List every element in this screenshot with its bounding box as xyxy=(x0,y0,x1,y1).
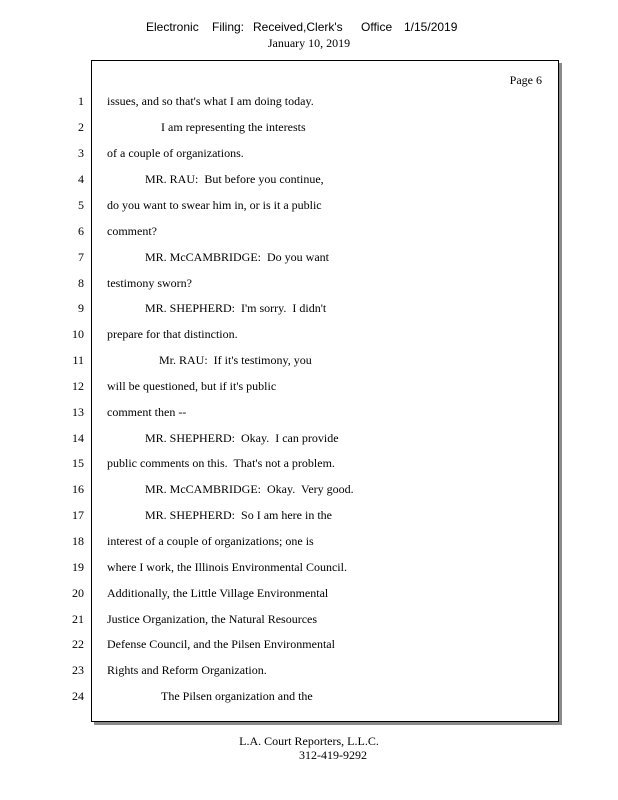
line-number: 16 xyxy=(72,482,84,496)
line-number: 17 xyxy=(72,508,84,522)
transcript-line: MR. SHEPHERD: Okay. I can provide xyxy=(145,431,339,445)
page-number: Page 6 xyxy=(509,73,542,87)
transcript-line: MR. SHEPHERD: I'm sorry. I didn't xyxy=(145,301,327,315)
transcript-line: MR. McCAMBRIDGE: Okay. Very good. xyxy=(145,482,354,496)
transcript-line: Additionally, the Little Village Environmental xyxy=(107,586,329,600)
line-number: 5 xyxy=(78,198,84,212)
line-number: 21 xyxy=(72,612,84,626)
line-number: 24 xyxy=(72,689,84,703)
transcript-line: MR. SHEPHERD: So I am here in the xyxy=(145,508,332,522)
stamp-received: Received,Clerk's xyxy=(253,20,343,34)
transcript-line: MR. RAU: But before you continue, xyxy=(145,172,324,186)
reporter-footer xyxy=(0,734,618,762)
transcript-line: testimony sworn? xyxy=(107,276,192,290)
line-number: 4 xyxy=(78,172,84,186)
stamp-filing: Filing: xyxy=(212,20,245,34)
line-number: 13 xyxy=(72,405,84,419)
transcript-line: Rights and Reform Organization. xyxy=(107,663,267,677)
transcript-line: comment? xyxy=(107,224,157,238)
transcript-line: Defense Council, and the Pilsen Environmental xyxy=(107,637,335,651)
transcript-line: comment then -- xyxy=(107,405,187,419)
line-number: 19 xyxy=(72,560,84,574)
line-number: 23 xyxy=(72,663,84,677)
hearing-date: January 10, 2019 xyxy=(267,36,351,50)
transcript-line: Mr. RAU: If it's testimony, you xyxy=(159,353,312,367)
transcript-line: MR. McCAMBRIDGE: Do you want xyxy=(145,250,330,264)
reporter-company: L.A. Court Reporters, L.L.C. xyxy=(239,734,379,748)
transcript-line: of a couple of organizations. xyxy=(107,146,244,160)
transcript-line: will be questioned, but if it's public xyxy=(107,379,277,393)
line-number: 14 xyxy=(72,431,84,445)
transcript-line: I am representing the interests xyxy=(161,120,306,134)
stamp-date: 1/15/2019 xyxy=(404,20,458,34)
line-number: 18 xyxy=(72,534,84,548)
line-number: 12 xyxy=(72,379,84,393)
transcript-line: prepare for that distinction. xyxy=(107,327,238,341)
line-number: 7 xyxy=(78,250,84,264)
line-number: 3 xyxy=(78,146,84,160)
line-number: 11 xyxy=(72,353,84,367)
transcript-line: issues, and so that's what I am doing today. xyxy=(107,94,314,108)
transcript-line: where I work, the Illinois Environmental Council. xyxy=(107,560,347,574)
line-number: 2 xyxy=(78,120,84,134)
line-number: 22 xyxy=(72,637,84,651)
transcript-line: do you want to swear him in, or is it a public xyxy=(107,198,322,212)
transcript-line: interest of a couple of organizations; one is xyxy=(107,534,314,548)
transcript-line: public comments on this. That's not a problem. xyxy=(107,456,335,470)
line-number: 8 xyxy=(78,276,84,290)
transcript-line: Justice Organization, the Natural Resources xyxy=(107,612,318,626)
transcript-line: The Pilsen organization and the xyxy=(161,689,313,703)
stamp-office: Office xyxy=(361,20,393,34)
line-number: 15 xyxy=(72,456,84,470)
line-number: 10 xyxy=(72,327,84,341)
stamp-electronic: Electronic xyxy=(146,20,199,34)
reporter-phone: 312-419-9292 xyxy=(299,748,367,762)
line-number: 6 xyxy=(78,224,84,238)
line-number: 9 xyxy=(78,301,84,315)
line-number: 1 xyxy=(78,94,84,108)
line-number: 20 xyxy=(72,586,84,600)
